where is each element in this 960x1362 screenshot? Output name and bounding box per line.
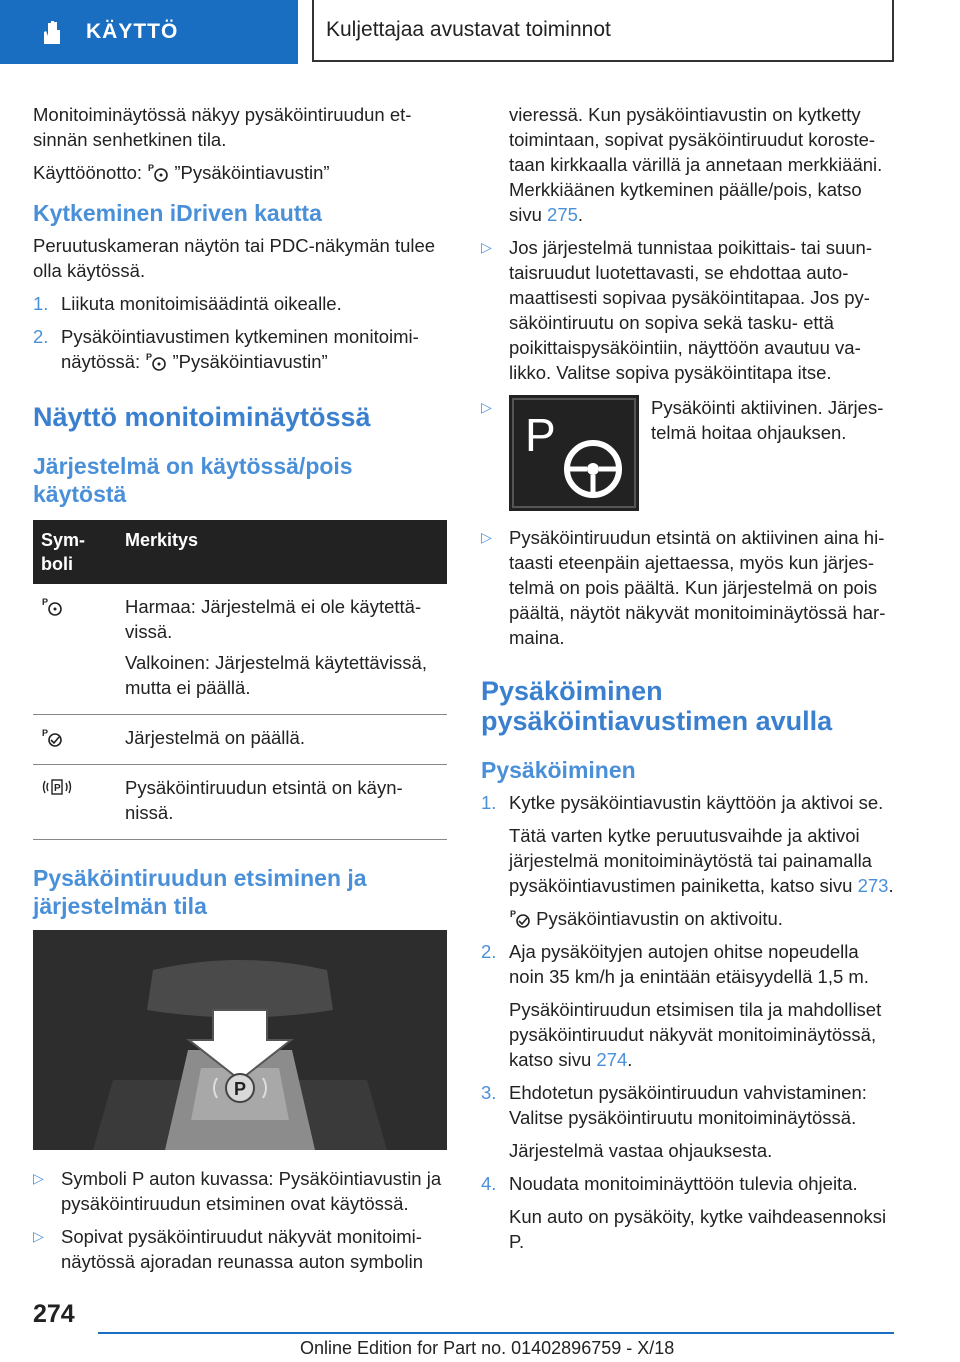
svg-text:P: P [510,909,517,919]
left-column [33,102,447,1282]
bullet-item: ▷ Sopivat pysäköintiruudut näkyvät monitoiminäytössä ajoradan reunassa auton symbolin [33,1226,424,1272]
bullet-item: ▷ Jos järjestelmä tunnistaa poikittais- tai suuntaisruudut luotettavasti, se ehdottaa automaattisesti sopivaa pysäköintitapaa. Jos pysäköintiruutu on sopiva sekä tasku- että poikittaispysäköintiin, näyttöön avautuu valikko. Valitse sopiva pysäköintitapa itse. [481,237,872,383]
table-row: P Järjestelmä on päällä. [33,715,447,765]
parking-active-pictogram [509,395,639,511]
svg-text:P: P [146,352,153,362]
svg-text:P: P [234,1079,247,1099]
park-assist-icon [509,908,531,928]
continued-text: vieressä. Kun pysäköintiavustin on kytketty toimintaan, sopivat pysäköintiruudut korostetaan kirkkaalla värillä ja annetaan merkkiääni. Merkkiäänen kytkeminen päälle/pois, katso sivu 275. [509,104,883,225]
activation-text: Käyttöönotto: P ”Pysäköintiavustin” [33,162,330,183]
list-item: 2. Pysäköintiavustimen kytkeminen monitoiminäytössä: P ”Pysäköintiavustin” [33,326,419,372]
page-number: 274 [33,1300,75,1328]
park-assist-icon [145,351,167,371]
idrive-text: Peruutuskameran näytön tai PDC-näkymän tulee olla käytössä. [33,235,436,281]
page-link[interactable]: 273 [857,875,889,896]
page-link[interactable]: 275 [547,204,578,225]
heading-idrive: Kytkeminen iDriven kautta [33,200,322,226]
table-header-symbol: Symboli [33,520,117,584]
section-title: Kuljettajaa avustavat toiminnot [312,0,894,62]
triangle-bullet-icon: ▷ [481,239,492,255]
footer-divider [98,1332,894,1334]
hand-icon [36,16,68,48]
right-column: vieressä. Kun pysäköintiavustin on kytketty toimintaan, sopivat pysäköintiruudut korostetaan kirkkaalla värillä ja annetaan merkkiääni. Merkkiäänen kytkeminen päälle/pois, katso sivu 275. ▷ Jos järjestelmä tunnistaa poikittais- tai suuntaisruudut luotettavasti, se ehdottaa automaattisesti sopivaa pysäköintitapaa. Jos pysäköintiruutu on sopiva sekä tasku- että poikittaispysäköintiin, näyttöön avautuu valikko. Valitse sopiva pysäköintitapa itse. ▷ P Pysäköinti aktiivinen. Järjestelmä hoitaa ohjauksen. ▷ Pysäköintiruudun etsintä on aktiivinen aina hitaasti eteenpäin ajettaessa, myös kun järjestelmä on pois päältä. Kun järjestelmä on pois päältä, näytöt näkyvät monitoiminäytössä harmaina. Pysäköiminen pysäköintiavustimen avulla Pysäköiminen 1. Kytke pysäköintiavustin käyttöön ja aktivoi se. Tätä varten kytke peruutusvaihde ja aktivoi järjestelmä monitoiminäytöstä tai painamalla pysäköintiavustimen painiketta, katso sivu 273. P Pysäköintiavustin on aktivoitu. 2. Aja pysäköityjen autojen ohitse nopeudella noin 35 km/h ja enintään etäisyydellä 1,5 m. Pysäköintiruudun etsimisen tila ja mahdolliset pysäköintiruudut näkyvät monitoiminäytössä, katso sivu 274. 3. Ehdotetun pysäköintiruudun vahvistaminen: Valitse pysäköintiruutu monitoiminäytössä. Järjestelmä vastaa ohjauksesta. 4. Noudata monitoiminäyttöön tulevia ohjeita. Kun auto on pysäköity, kytke vaihdeasennoksi P. [481,104,894,1252]
parking-search-icon [41,777,73,797]
park-assist-icon [41,596,63,616]
page-link[interactable]: 274 [596,1049,628,1070]
heading-display: Näyttö monitoiminäytössä [33,402,371,432]
table-row: P Harmaa: Järjestelmä ei ole käytettävissä. Valkoinen: Järjestelmä käytettävissä, mutta ei päällä. [33,584,447,715]
list-item: 1. Kytke pysäköintiavustin käyttöön ja aktivoi se. [481,792,884,813]
svg-text:P: P [148,163,155,173]
intro-text: Monitoiminäytössä näkyy pysäköintiruudun etsinnän senhetkinen tila. [33,104,412,150]
heading-status: Järjestelmä on käytössä/pois käytöstä [33,453,353,507]
park-assist-icon [147,162,169,182]
list-item: 1. Liikuta monitoimisäädintä oikealle. [33,293,342,314]
svg-text:P: P [525,409,556,461]
bullet-item: ▷ Symboli P auton kuvassa: Pysäköintiavustin ja pysäköintiruudun etsiminen ovat käytössä. [33,1168,442,1214]
edition-text: Online Edition for Part no. 01402896759 - X/18 [300,1338,675,1358]
table-row: P Pysäköintiruudun etsintä on käynnissä. [33,765,447,840]
table-header-meaning: Merkitys [117,520,447,584]
svg-text:P: P [42,728,49,738]
list-item: 3. Ehdotetun pysäköintiruudun vahvistaminen: Valitse pysäköintiruutu monitoiminäytössä. [481,1082,867,1128]
triangle-bullet-icon: ▷ [481,399,492,415]
svg-text:P: P [54,783,61,794]
heading-search: Pysäköintiruudun etsiminen ja järjestelmän tila [33,865,367,919]
bullet-item: ▷ P Pysäköinti aktiivinen. Järjestelmä hoitaa ohjauksen. [481,395,895,517]
heading-parking-sub: Pysäköiminen [481,757,636,783]
park-assist-on-icon [41,727,63,747]
heading-parking: Pysäköiminen pysäköintiavustimen avulla [481,676,833,736]
bullet-item: ▷ Pysäköintiruudun etsintä on aktiivinen aina hitaasti eteenpäin ajettaessa, myös kun järjestelmä on pois päältä. Kun järjestelmä on pois päältä, näytöt näkyvät monitoiminäytössä harmaina. [481,527,886,648]
svg-text:P: P [42,597,49,607]
chapter-label: KÄYTTÖ [86,20,179,43]
list-item: 2. Aja pysäköityjen autojen ohitse nopeudella noin 35 km/h ja enintään etäisyydellä 1,5 m. [481,941,869,987]
triangle-bullet-icon: ▷ [481,529,492,545]
symbol-table [33,520,447,840]
triangle-bullet-icon: ▷ [33,1228,44,1244]
list-item: 4. Noudata monitoiminäyttöön tulevia ohjeita. [481,1173,858,1194]
parking-display-image [33,930,447,1150]
chapter-tab[interactable] [0,0,298,64]
triangle-bullet-icon: ▷ [33,1170,44,1186]
